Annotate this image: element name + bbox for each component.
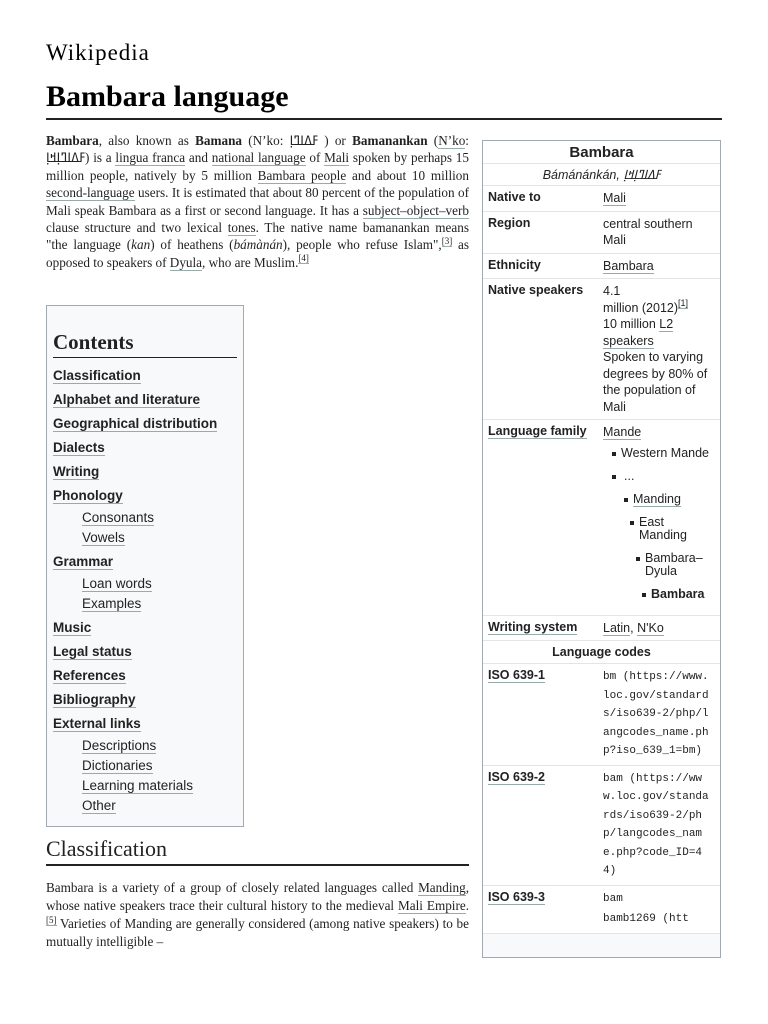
- infobox-label: Native speakers: [488, 283, 584, 297]
- table-of-contents: [46, 305, 244, 827]
- toc-subitem-consonants[interactable]: Consonants: [82, 510, 155, 525]
- infobox-label: Writing system: [488, 619, 578, 634]
- lingua-franca-link[interactable]: lingua franca: [115, 150, 186, 166]
- ref-4-link[interactable]: [4]: [298, 253, 309, 264]
- classification-paragraph: Bambara is a variety of a group of closely related languages called Manding, whose native speakers trace their cultural history to the medieval Mali Empire.[5] Varieties of Manding are generally considered (among native speakers) to be mutually intelligible –: [46, 880, 469, 949]
- infobox-label: ISO 639-3: [488, 889, 545, 904]
- infobox-label: Region: [488, 215, 531, 230]
- toc-item-music[interactable]: Music: [53, 620, 92, 635]
- infobox-row-iso1: [483, 664, 720, 766]
- toc-subitem-dictionaries[interactable]: Dictionaries: [82, 758, 153, 773]
- infobox-row-ethnicity: [483, 254, 720, 280]
- nko-link[interactable]: N’ko: [438, 133, 466, 148]
- iso3-code-link[interactable]: bam: [603, 892, 623, 905]
- tree-item-ellipsis: ...: [621, 470, 715, 483]
- l2-link[interactable]: L2: [659, 317, 674, 331]
- infobox-row-writing-system: [483, 616, 720, 642]
- toc-subitem-learning-materials[interactable]: Learning materials: [82, 778, 194, 793]
- toc-subitem-vowels[interactable]: Vowels: [82, 530, 125, 545]
- infobox-row-region: [483, 212, 720, 254]
- infobox-label: Language family: [488, 424, 587, 438]
- national-language-link[interactable]: national language: [211, 150, 306, 166]
- iso2-code-link[interactable]: bam (https://www.loc.gov/standards/iso639-2/php/langcodes_name.php?code_ID=44): [603, 772, 709, 877]
- toc-item-legal-status[interactable]: Legal status: [53, 644, 132, 659]
- tones-link[interactable]: tones: [227, 220, 256, 236]
- infobox-title: Bambara: [483, 141, 720, 164]
- toc-item-references[interactable]: References: [53, 668, 126, 683]
- infobox-value: 4.1 million (2012)[1] 10 million L2 speakers Spoken to varying degrees by 80% of the population of Mali: [603, 284, 708, 414]
- toc-item-phonology[interactable]: Phonology: [53, 488, 123, 503]
- infobox-label: ISO 639-2: [488, 769, 545, 784]
- toc-item-external-links[interactable]: External links: [53, 716, 141, 731]
- classification-heading: Classification: [46, 836, 469, 866]
- toc-subitem-other[interactable]: Other: [82, 798, 116, 813]
- toc-item-bibliography[interactable]: Bibliography: [53, 692, 136, 707]
- tree-item-east-manding[interactable]: East Manding: [639, 516, 715, 542]
- tree-item-bambara-dyula[interactable]: Bambara–Dyula: [645, 552, 715, 578]
- toc-subitem-loan-words[interactable]: Loan words: [82, 576, 152, 591]
- latin-link[interactable]: Latin: [603, 620, 631, 635]
- tree-item-manding[interactable]: Manding: [633, 493, 715, 506]
- mali-empire-link[interactable]: Mali Empire: [398, 898, 466, 913]
- wikipedia-logo[interactable]: Wikipedia: [46, 40, 150, 65]
- infobox-row-native-to: [483, 186, 720, 212]
- tree-item-western-mande[interactable]: Western Mande: [621, 447, 715, 460]
- nko-script-link[interactable]: N'Ko: [637, 620, 664, 635]
- native-to-link[interactable]: Mali: [603, 191, 626, 205]
- infobox-value: [595, 886, 720, 933]
- mande-link[interactable]: Mande: [603, 425, 642, 439]
- sov-link[interactable]: subject–object–verb: [362, 202, 469, 218]
- infobox-row-iso2: [483, 766, 720, 886]
- infobox-row-iso3: [483, 886, 720, 934]
- glottolog-code-link[interactable]: bamb1269 (htt: [603, 913, 689, 925]
- infobox-row-native-speakers: [483, 279, 720, 420]
- ref-1-link[interactable]: [1]: [678, 298, 689, 309]
- infobox: [482, 140, 721, 958]
- ethnicity-link[interactable]: Bambara: [603, 258, 654, 273]
- tree-item-bambara: Bambara: [651, 588, 715, 601]
- toc-item-classification[interactable]: Classification: [53, 368, 141, 383]
- infobox-row-family: [483, 420, 720, 616]
- infobox-value: [595, 420, 720, 615]
- infobox-value: central southern Mali: [603, 216, 693, 247]
- toc-title: Contents: [53, 330, 237, 358]
- bambara-people-link[interactable]: Bambara people: [257, 167, 347, 183]
- infobox-label: Native to: [488, 190, 541, 204]
- ref-3-link[interactable]: [3]: [441, 236, 453, 247]
- toc-subitem-descriptions[interactable]: Descriptions: [82, 738, 157, 753]
- toc-item-geographical[interactable]: Geographical distribution: [53, 416, 218, 431]
- infobox-value: Latin, N'Ko: [603, 620, 664, 635]
- mali-link[interactable]: Mali: [324, 150, 350, 166]
- toc-item-dialects[interactable]: Dialects: [53, 440, 105, 455]
- intro-paragraph: Bambara, also known as Bamana (N’ko: ߓߡߊߣߊ߲ ) or Bamanankan (N’ko: ߓߡߊߣߊ߲ߞߊ߲) is a lingua franca and national language of Mali spoken by perhaps 15 million people, natively by 5 million Bambara people and about 10 million second-language users. It is estimated that about 80 percent of the population of Mali speak Bambara as a first or second language. It has a subject–object–verb clause structure and two lexical tones. The native name bamanankan means "the language (kan) of heathens (bámànán), people who refuse Islam",[3] as opposed to speakers of Dyula, who are Muslim.[4]: [46, 133, 470, 270]
- language-codes-heading: Language codes: [483, 641, 720, 664]
- second-language-link[interactable]: second-language: [46, 185, 135, 201]
- infobox-label: ISO 639-1: [488, 668, 545, 682]
- infobox-native-name: Bámánánkán, ߓߡߊߣߊ߲ߞߊ߲: [483, 164, 720, 186]
- infobox-label: Ethnicity: [488, 257, 541, 272]
- ref-5-link[interactable]: [5]: [46, 914, 57, 925]
- page-title: Bambara language: [46, 80, 722, 120]
- family-tree: [603, 447, 715, 601]
- iso1-code-link[interactable]: bm (https://www.loc.gov/standards/iso639-2/php/langcodes_name.php?iso_639_1=bm): [603, 671, 709, 757]
- manding-link[interactable]: Manding: [418, 880, 466, 895]
- dyula-link[interactable]: Dyula: [169, 254, 203, 270]
- toc-subitem-examples[interactable]: Examples: [82, 596, 142, 611]
- toc-item-writing[interactable]: Writing: [53, 464, 100, 479]
- toc-item-alphabet[interactable]: Alphabet and literature: [53, 392, 201, 407]
- toc-item-grammar[interactable]: Grammar: [53, 554, 114, 569]
